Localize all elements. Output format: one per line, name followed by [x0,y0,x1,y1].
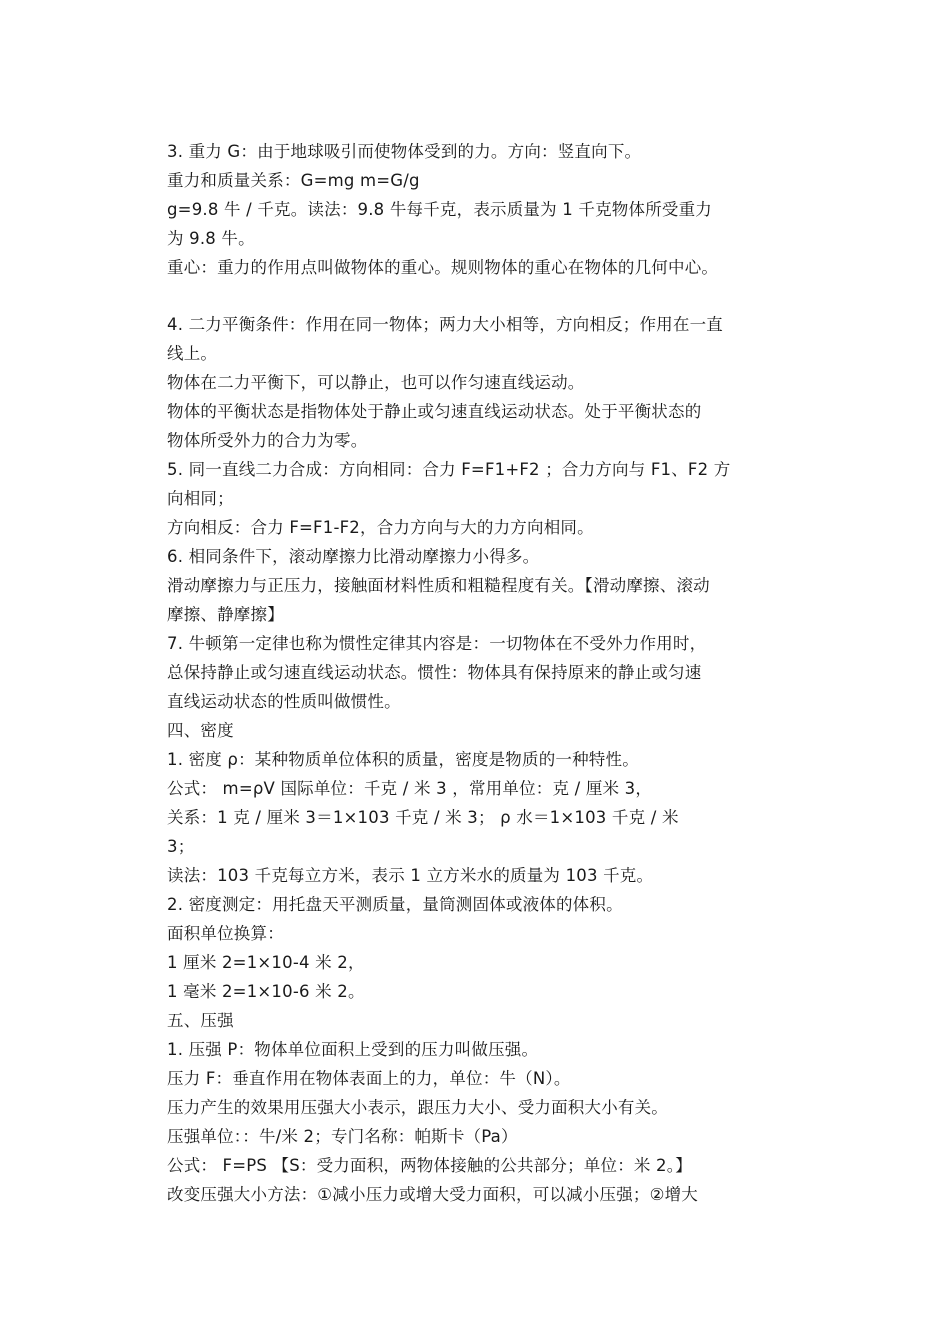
text-line: 为 9.8 牛。 [167,229,255,248]
text-line: 物体在二力平衡下，可以静止，也可以作匀速直线运动。 [167,373,585,392]
text-line: 重力和质量关系：G=mg m=G/g [167,171,420,190]
text-line: 1. 压强 P：物体单位面积上受到的压力叫做压强。 [167,1040,539,1059]
text-line: 改变压强大小方法：①减小压力或增大受力面积，可以减小压强；②增大 [167,1185,698,1204]
text-line: 压力 F：垂直作用在物体表面上的力，单位：牛（N）。 [167,1069,571,1088]
text-line: 压力产生的效果用压强大小表示，跟压力大小、受力面积大小有关。 [167,1098,668,1117]
text-line: 面积单位换算： [167,924,284,943]
text-line: 读法：103 千克每立方米，表示 1 立方米水的质量为 103 千克。 [167,866,654,885]
text-line: 总保持静止或匀速直线运动状态。惯性：物体具有保持原来的静止或匀速 [167,663,702,682]
text-line: 2. 密度测定：用托盘天平测质量，量筒测固体或液体的体积。 [167,895,623,914]
text-line: 公式： F=PS 【S：受力面积，两物体接触的公共部分；单位：米 2。】 [167,1156,692,1175]
text-line: 4. 二力平衡条件：作用在同一物体；两力大小相等，方向相反；作用在一直 [167,315,723,334]
text-line: 摩擦、静摩擦】 [167,605,284,624]
text-line: g=9.8 牛 / 千克。读法：9.8 牛每千克，表示质量为 1 千克物体所受重力 [167,200,713,219]
text-line: 物体所受外力的合力为零。 [167,431,368,450]
text-line: 滑动摩擦力与正压力，接触面材料性质和粗糙程度有关。【滑动摩擦、滚动 [167,576,710,595]
text-line: 向相同； [167,489,234,508]
text-line: 1 厘米 2=1×10-4 米 2， [167,953,365,972]
text-line: 关系：1 克 / 厘米 3＝1×103 千克 / 米 3； ρ 水＝1×103 千克 / 米 [167,808,679,827]
text-line: 物体的平衡状态是指物体处于静止或匀速直线运动状态。处于平衡状态的 [167,402,702,421]
document-body [167,137,797,1209]
text-line: 3. 重力 G：由于地球吸引而使物体受到的力。方向：竖直向下。 [167,142,642,161]
text-line: 重心：重力的作用点叫做物体的重心。规则物体的重心在物体的几何中心。 [167,258,719,277]
text-line: 6. 相同条件下，滚动摩擦力比滑动摩擦力小得多。 [167,547,540,566]
text-line: 1. 密度 ρ：某种物质单位体积的质量，密度是物质的一种特性。 [167,750,639,769]
text-line: 线上。 [167,344,218,363]
text-line: 5. 同一直线二力合成：方向相同：合力 F=F1+F2 ；合力方向与 F1、F2 方 [167,460,731,479]
paragraph-gap [167,282,797,310]
text-line: 7. 牛顿第一定律也称为惯性定律其内容是：一切物体在不受外力作用时， [167,634,707,653]
text-line: 公式： m=ρV 国际单位：千克 / 米 3 ，常用单位：克 / 厘米 3， [167,779,653,798]
text-line: 3； [167,837,195,856]
section-heading: 四、密度 [167,721,234,740]
text-line: 1 毫米 2=1×10-6 米 2。 [167,982,365,1001]
section-heading: 五、压强 [167,1011,234,1030]
text-line: 压强单位：：牛/米 2；专门名称：帕斯卡（Pa） [167,1127,518,1146]
text-line: 方向相反：合力 F=F1-F2，合力方向与大的力方向相同。 [167,518,594,537]
text-line: 直线运动状态的性质叫做惯性。 [167,692,401,711]
